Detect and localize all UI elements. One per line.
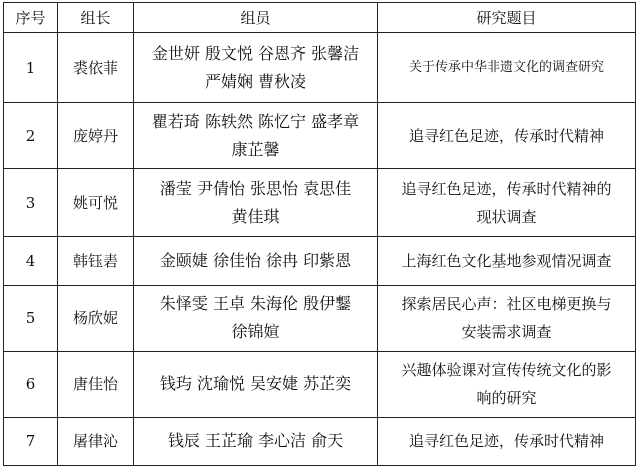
members-line: 严婧娴 曹秋凌 xyxy=(204,71,307,91)
topic-line: 现状调查 xyxy=(476,207,537,226)
row-leader: 裘依菲 xyxy=(58,33,134,103)
table-row xyxy=(4,237,636,285)
row-number: 1 xyxy=(4,33,58,103)
members-line: 黄佳琪 xyxy=(231,206,280,226)
topic-line: 关于传承中华非遗文化的调查研究 xyxy=(408,59,604,75)
table-row xyxy=(4,169,636,237)
row-leader: 庞婷丹 xyxy=(58,103,134,169)
row-topic xyxy=(378,169,636,237)
row-members xyxy=(134,237,378,285)
members-line: 朱怿雯 王卓 朱海伦 殷伊鑋 xyxy=(159,294,352,314)
row-number: 4 xyxy=(4,237,58,285)
members-line: 金颐婕 徐佳怡 徐冉 印紫恩 xyxy=(159,251,352,270)
row-leader: 屠律沁 xyxy=(58,417,134,465)
members-line: 徐锦媗 xyxy=(231,322,280,342)
topic-line: 探索居民心声：社区电梯更换与 xyxy=(401,295,612,314)
row-topic xyxy=(378,103,636,169)
row-members xyxy=(134,33,378,103)
members-line: 钱辰 王芷瑜 李心洁 俞天 xyxy=(167,431,344,451)
research-groups-table xyxy=(3,2,636,466)
row-topic xyxy=(378,351,636,417)
row-members xyxy=(134,103,378,169)
header-row xyxy=(4,3,636,33)
members-line: 瞿若琦 陈轶然 陈忆宁 盛孝章 xyxy=(151,111,360,131)
topic-line: 兴趣体验课对宣传传统文化的影 xyxy=(401,361,612,380)
members-line: 钱玙 沈瑜悦 吴安婕 苏芷奕 xyxy=(159,374,352,394)
row-topic xyxy=(378,33,636,103)
row-members xyxy=(134,285,378,351)
row-number: 6 xyxy=(4,351,58,417)
row-leader: 韩钰砉 xyxy=(58,237,134,285)
topic-line: 上海红色文化基地参观情况调查 xyxy=(401,252,612,270)
topic-line: 安装需求调查 xyxy=(461,323,552,342)
row-topic xyxy=(378,285,636,351)
topic-line: 追寻红色足迹，传承时代精神 xyxy=(408,126,604,145)
row-number: 5 xyxy=(4,285,58,351)
header-no: 序号 xyxy=(4,3,58,33)
row-members xyxy=(134,169,378,237)
row-number: 7 xyxy=(4,417,58,465)
header-members: 组员 xyxy=(134,3,378,33)
table-row xyxy=(4,417,636,465)
members-line: 康芷馨 xyxy=(231,139,280,159)
row-topic xyxy=(378,237,636,285)
header-topic: 研究题目 xyxy=(378,3,636,33)
row-leader: 唐佳怡 xyxy=(58,351,134,417)
topic-line: 追寻红色足迹，传承时代精神 xyxy=(408,432,604,451)
topic-line: 追寻红色足迹，传承时代精神的 xyxy=(401,179,612,198)
table-row xyxy=(4,33,636,103)
row-members xyxy=(134,351,378,417)
members-line: 金世妍 殷文悦 谷恩齐 张馨洁 xyxy=(151,43,360,63)
row-leader: 杨欣妮 xyxy=(58,285,134,351)
row-members xyxy=(134,417,378,465)
row-topic xyxy=(378,417,636,465)
header-leader: 组长 xyxy=(58,3,134,33)
row-leader: 姚可悦 xyxy=(58,169,134,237)
table-row xyxy=(4,285,636,351)
table-row xyxy=(4,351,636,417)
row-number: 2 xyxy=(4,103,58,169)
row-number: 3 xyxy=(4,169,58,237)
table-row xyxy=(4,103,636,169)
topic-line: 响的研究 xyxy=(476,389,537,408)
members-line: 潘莹 尹倩怡 张思怡 袁思佳 xyxy=(159,178,352,198)
